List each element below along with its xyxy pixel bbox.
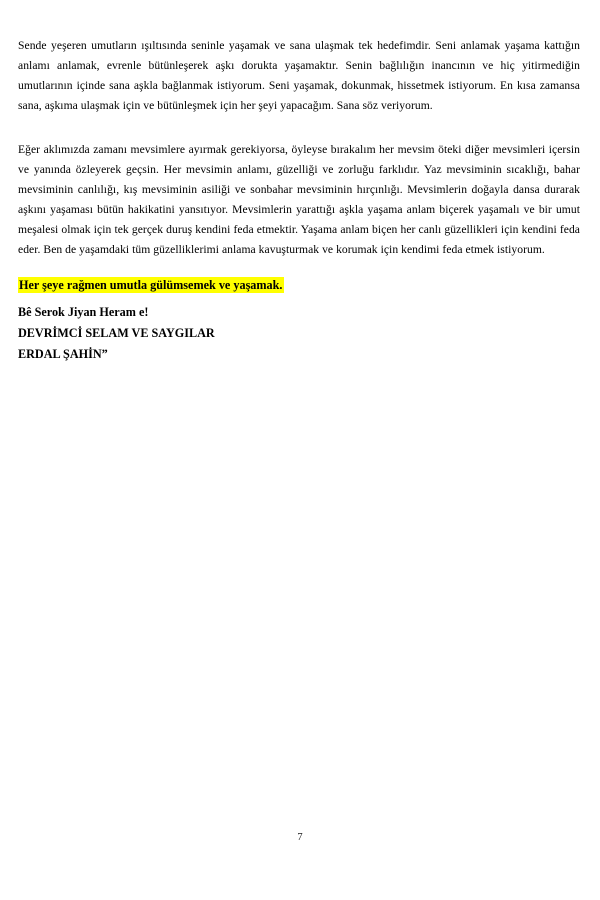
highlighted-statement (18, 275, 580, 296)
closing-line-slogan: Bê Serok Jiyan Heram e! (18, 305, 149, 319)
page-content (18, 36, 580, 365)
highlighted-statement-text: Her şeye rağmen umutla gülümsemek ve yaşamak. (19, 278, 283, 292)
body-paragraph-2: Eğer aklımızda zamanı mevsimlere ayırmak gerekiyorsa, öyleyse bırakalım her mevsim öteki diğer mevsimleri içersin ve yanında özleyerek geçsin. Her mevsimin anlamı, güzelliği ve zorluğu farklıdır. Yaz mevsiminin sıcaklığı, bahar mevsiminin canlılığı, kış mevsiminin asiliği ve sonbahar mevsiminin hırçınlığı. Mevsimlerin doğayla dansa durarak aşkını yaşaması bütün hakikatini yansıtıyor. Mevsimlerin yarattığı aşkla yaşama anlam biçerek yaşamalı ve bir umut meşalesi olmak için tek gerçek duruş kendini feda etmektir. Yaşama anlam biçen her canlı güzellikleri için kendini feda eder. Ben de yaşamdaki tüm güzelliklerimi anlama kavuşturmak ve korumak için kendimi feda etmek istiyorum. (18, 143, 580, 256)
body-paragraph-1: Sende yeşeren umutların ışıltısında seninle yaşamak ve sana ulaşmak tek hedefimdir. Seni anlamak yaşama kattığın anlamı anlamak, evrenle bütünleşerek aşkı dorukta yaşamaktır. Senin bağlılığın inancının ve hiç yitirmediğin umutlarının içinde sana aşkla bağlanmak istiyorum. Seni yaşamak, dokunmak, hissetmek istiyorum. En kısa zamansa sana, aşkıma ulaşmak için ve bütünleşmek için her şeyi yapacağım. Sana söz veriyorum. (18, 39, 580, 112)
closing-block (18, 275, 580, 365)
paragraph-spacer (18, 116, 580, 140)
closing-line-salutation: DEVRİMCİ SELAM VE SAYGILAR (18, 326, 215, 340)
page-number: 7 (297, 832, 303, 843)
closing-line-signature: ERDAL ŞAHİN” (18, 347, 108, 361)
